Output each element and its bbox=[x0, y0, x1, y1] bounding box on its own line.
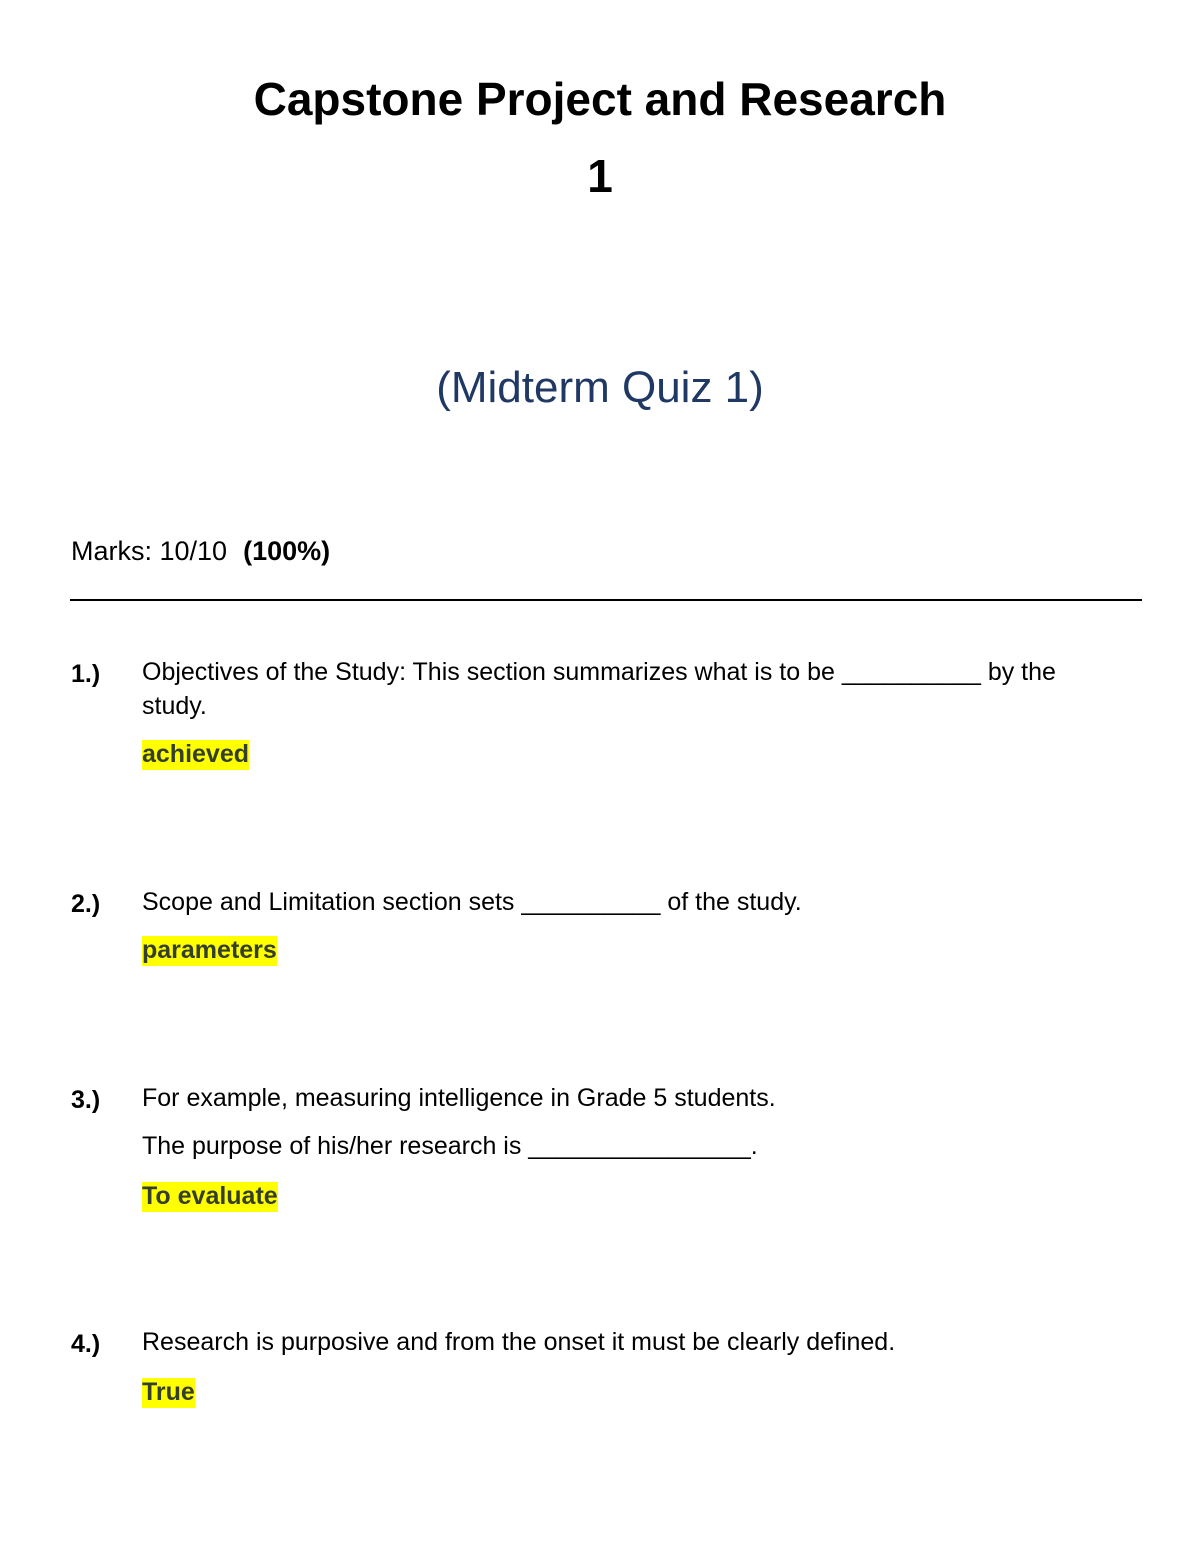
question-number: 3.) bbox=[71, 1086, 101, 1114]
page-subtitle: (Midterm Quiz 1) bbox=[436, 363, 764, 412]
score-label: Marks: 10/10 bbox=[71, 536, 228, 566]
question-text-continued: The purpose of his/her research is ________________. bbox=[142, 1132, 758, 1160]
answer-highlight: To evaluate bbox=[142, 1182, 278, 1210]
score-line bbox=[71, 538, 330, 565]
question-text: Objectives of the Study: This section summarizes what is to be __________ by the study. bbox=[142, 658, 1056, 720]
question-number: 1.) bbox=[71, 660, 101, 688]
question-number: 2.) bbox=[71, 890, 101, 918]
question-text: For example, measuring intelligence in Grade 5 students. bbox=[142, 1084, 776, 1112]
question-text: Scope and Limitation section sets __________ of the study. bbox=[142, 888, 802, 916]
answer-highlight: parameters bbox=[142, 936, 277, 964]
divider bbox=[70, 599, 1142, 601]
answer-highlight: achieved bbox=[142, 740, 250, 768]
question-number: 4.) bbox=[71, 1330, 101, 1358]
score-percent: (100%) bbox=[243, 536, 331, 566]
question-text: Research is purposive and from the onset it must be clearly defined. bbox=[142, 1328, 896, 1356]
page-title: Capstone Project and Research bbox=[253, 73, 947, 125]
answer-highlight: True bbox=[142, 1378, 195, 1406]
page-title-number: 1 bbox=[587, 150, 613, 202]
